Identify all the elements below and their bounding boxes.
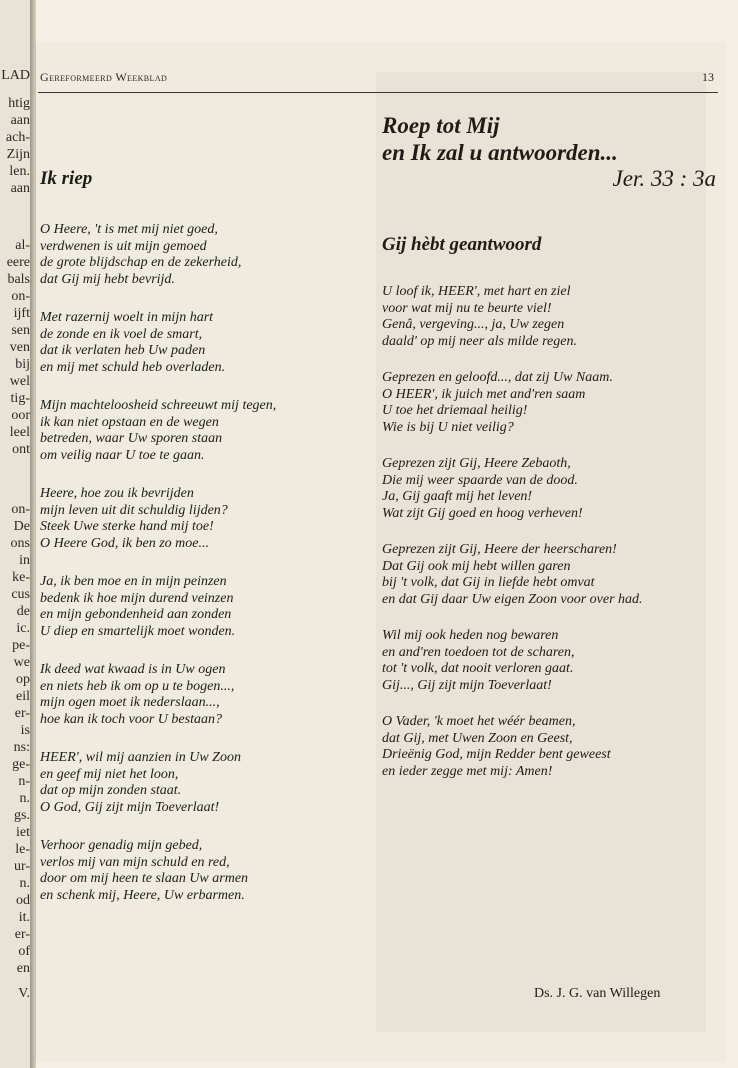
left-poem-line: O God, Gij zijt mijn Toeverlaat! [40, 799, 220, 815]
left-poem-line: Met razernij woelt in mijn hart [40, 310, 214, 325]
facing-page-fragment: oor [11, 408, 30, 423]
left-poem-line: door om mij heen te slaan Uw armen [40, 871, 249, 886]
author-signature: Ds. J. G. van Willegen [534, 986, 661, 1001]
facing-page-fragment: ont [12, 442, 30, 457]
left-poem-line: HEER', wil mij aanzien in Uw Zoon [40, 750, 241, 765]
left-poem-line: O Heere, 't is met mij niet goed, [40, 222, 218, 237]
facing-page-fragment: er- [14, 706, 30, 721]
main-title-line-1: Roep tot Mij [382, 113, 500, 138]
left-poem-line: dat Gij mij hebt bevrijd. [40, 271, 175, 287]
right-poem-body [382, 284, 722, 780]
facing-page-fragment: le- [15, 842, 30, 857]
facing-page-fragment: eere [6, 255, 30, 270]
right-poem-line: tot 't volk, dat nooit verloren gaat. [382, 661, 574, 676]
facing-page-fragment: De [13, 519, 30, 534]
facing-page-fragment: bals [7, 272, 30, 287]
left-poem-line: bedenk ik hoe mijn durend veinzen [40, 590, 234, 606]
right-poem-line: daald' op mij neer als milde regen. [382, 333, 577, 349]
facing-page-fragment: eil [16, 689, 30, 704]
right-poem-line: en and'ren toedoen tot de scharen, [382, 644, 575, 660]
facing-page-fragment: in [19, 553, 30, 568]
right-poem-line: Geprezen en geloofd..., dat zij Uw Naam. [382, 370, 613, 385]
left-column [40, 168, 360, 926]
left-poem-stanza [40, 310, 360, 376]
right-poem-subtitle: Gij hèbt geantwoord [382, 234, 542, 255]
left-poem-line: en niets heb ik om op u te bogen..., [40, 678, 235, 694]
right-poem-stanza [382, 542, 722, 608]
facing-page-fragment: op [16, 672, 30, 687]
facing-page-fragment: htig [8, 96, 30, 111]
facing-page-fragment: aan [10, 181, 30, 196]
facing-page-fragment: wel [9, 374, 30, 389]
right-poem-line: Wil mij ook heden nog bewaren [382, 628, 559, 643]
facing-page-fragment: ns: [13, 740, 30, 755]
right-poem-line: Drieënig God, mijn Redder bent geweest [382, 747, 611, 762]
left-poem-line: dat ik verlaten heb Uw paden [40, 343, 206, 358]
left-poem-line: Heere, hoe zou ik bevrijden [40, 486, 194, 501]
left-poem-line: Ja, ik ben moe en in mijn peinzen [40, 574, 227, 589]
right-poem-line: dat Gij, met Uwen Zoon en Geest, [382, 730, 573, 746]
left-poem-line: ik kan niet opstaan en de wegen [40, 414, 219, 430]
left-poem-stanza [40, 486, 360, 552]
facing-page-fragment: it. [18, 910, 30, 925]
right-poem-line: U loof ik, HEER', met hart en ziel [382, 284, 571, 299]
left-poem-line: de grote blijdschap en de zekerheid, [40, 255, 242, 270]
right-poem-stanza [382, 284, 722, 350]
right-poem-stanza [382, 714, 722, 780]
header-rule [38, 92, 718, 93]
left-poem-line: de zonde en ik voel de smart, [40, 326, 203, 342]
facing-page-fragment: al- [15, 238, 30, 253]
left-poem-line: om veilig naar U toe te gaan. [40, 447, 205, 463]
facing-page-fragment: ke- [12, 570, 30, 585]
left-poem-line: O Heere God, ik ben zo moe... [40, 535, 209, 551]
facing-page-fragment: tig- [10, 391, 30, 406]
right-poem-line: O Vader, 'k moet het wéér beamen, [382, 714, 576, 729]
facing-page-fragment: is [20, 723, 30, 738]
left-poem-line: U diep en smartelijk moet wonden. [40, 623, 236, 639]
right-poem-line: en dat Gij daar Uw eigen Zoon voor over had. [382, 591, 643, 607]
right-poem-stanza [382, 370, 722, 436]
left-poem-line: dat op mijn zonden staat. [40, 783, 182, 798]
facing-page-fragment: ach- [5, 130, 30, 145]
facing-page-fragment: ic. [16, 621, 30, 636]
right-poem-line: Ja, Gij gaaft mij het leven! [382, 489, 533, 504]
facing-page-fragment: od [16, 893, 30, 908]
facing-page-fragment: on- [11, 502, 30, 517]
page-number: 13 [702, 70, 714, 84]
facing-page-fragment: sen [11, 323, 30, 338]
facing-page-fragment: aan [10, 113, 30, 128]
left-poem-line: en schenk mij, Heere, Uw erbarmen. [40, 887, 245, 903]
facing-page-fragment: len. [9, 164, 30, 179]
left-poem-line: en mijn gebondenheid aan zonden [40, 607, 232, 622]
left-poem-line: en mij met schuld heb overladen. [40, 359, 226, 375]
left-poem-line: hoe kan ik toch voor U bestaan? [40, 711, 222, 727]
right-poem-stanza [382, 456, 722, 522]
right-poem-line: Wat zijt Gij goed en hoog verheven! [382, 505, 583, 521]
facing-page-fragment: we [13, 655, 30, 670]
left-poem-stanza [40, 662, 360, 728]
facing-page-fragment: leel [9, 425, 30, 440]
left-poem-line: Ik deed wat kwaad is in Uw ogen [40, 662, 226, 677]
facing-page-fragment: iet [16, 825, 30, 840]
right-poem-line: U toe het driemaal heilig! [382, 403, 528, 418]
right-poem-line: Wie is bij U niet veilig? [382, 419, 514, 435]
right-poem-line: Gij..., Gij zijt mijn Toeverlaat! [382, 677, 552, 693]
left-poem-line: verdwenen is uit mijn gemoed [40, 238, 207, 254]
facing-page-fragment: ven [9, 340, 30, 355]
facing-page-fragment: cus [11, 587, 30, 602]
facing-page-fragment: of [18, 944, 30, 959]
left-poem-stanza [40, 222, 360, 288]
right-poem-stanza [382, 628, 722, 694]
left-poem-line: Verhoor genadig mijn gebed, [40, 838, 203, 853]
facing-page-fragment: n- [18, 774, 30, 789]
facing-page-fragment: de [16, 604, 30, 619]
facing-page-fragment: en [16, 961, 30, 976]
facing-page-fragment: Zijn [6, 147, 30, 162]
right-poem-line: bij 't volk, dat Gij in liefde hebt omvat [382, 575, 595, 590]
right-poem-line: Geprezen zijt Gij, Heere Zebaoth, [382, 456, 571, 471]
facing-page-fragment: gs. [14, 808, 30, 823]
right-poem-line: Geprezen zijt Gij, Heere der heerscharen! [382, 542, 617, 557]
facing-page-fragment: ge- [12, 757, 30, 772]
facing-page-fragment: er- [14, 927, 30, 942]
right-poem-line: Dat Gij ook mij hebt willen garen [382, 558, 571, 574]
facing-page-fragment: ons [10, 536, 30, 551]
left-poem-line: verlos mij van mijn schuld en red, [40, 854, 230, 870]
left-poem-line: betreden, waar Uw sporen staan [40, 431, 223, 446]
facing-page-fragment: n. [19, 876, 30, 891]
right-poem-line: voor wat mij nu te beurte viel! [382, 300, 552, 316]
left-poem-line: mijn leven uit dit schuldig lijden? [40, 502, 228, 518]
left-poem-title: Ik riep [40, 168, 93, 189]
right-poem-line: Die mij weer spaarde van de dood. [382, 472, 578, 488]
facing-page-fragment: bij [15, 357, 30, 372]
left-poem-line: Mijn machteloosheid schreeuwt mij tegen, [40, 398, 277, 413]
facing-page-fragment: LAD [1, 68, 30, 83]
facing-page-fragment: ur- [13, 859, 30, 874]
facing-page-fragment: pe- [12, 638, 30, 653]
facing-page-fragment: ijft [13, 306, 30, 321]
main-title-line-2: en Ik zal u antwoorden... [382, 140, 618, 165]
scripture-reference: Jer. 33 : 3a [612, 166, 716, 191]
left-poem-stanza [40, 574, 360, 640]
left-poem-stanza [40, 398, 360, 464]
left-poem-stanza [40, 750, 360, 816]
right-poem-line: Genâ, vergeving..., ja, Uw zegen [382, 317, 565, 332]
left-poem-line: en geef mij niet het loon, [40, 766, 179, 782]
facing-page-fragment: V. [18, 986, 30, 1001]
left-poem-line: Steek Uwe sterke hand mij toe! [40, 519, 214, 534]
left-poem-line: mijn ogen moet ik nederslaan..., [40, 695, 220, 710]
right-poem-line: O HEER', ik juich met and'ren saam [382, 386, 586, 402]
right-poem-line: en ieder zegge met mij: Amen! [382, 763, 553, 779]
facing-page-fragment: on- [11, 289, 30, 304]
right-column [382, 112, 722, 800]
left-poem-body [40, 222, 360, 904]
running-head: Gereformeerd Weekblad [40, 70, 168, 84]
left-poem-stanza [40, 838, 360, 904]
facing-page-fragment: n. [19, 791, 30, 806]
